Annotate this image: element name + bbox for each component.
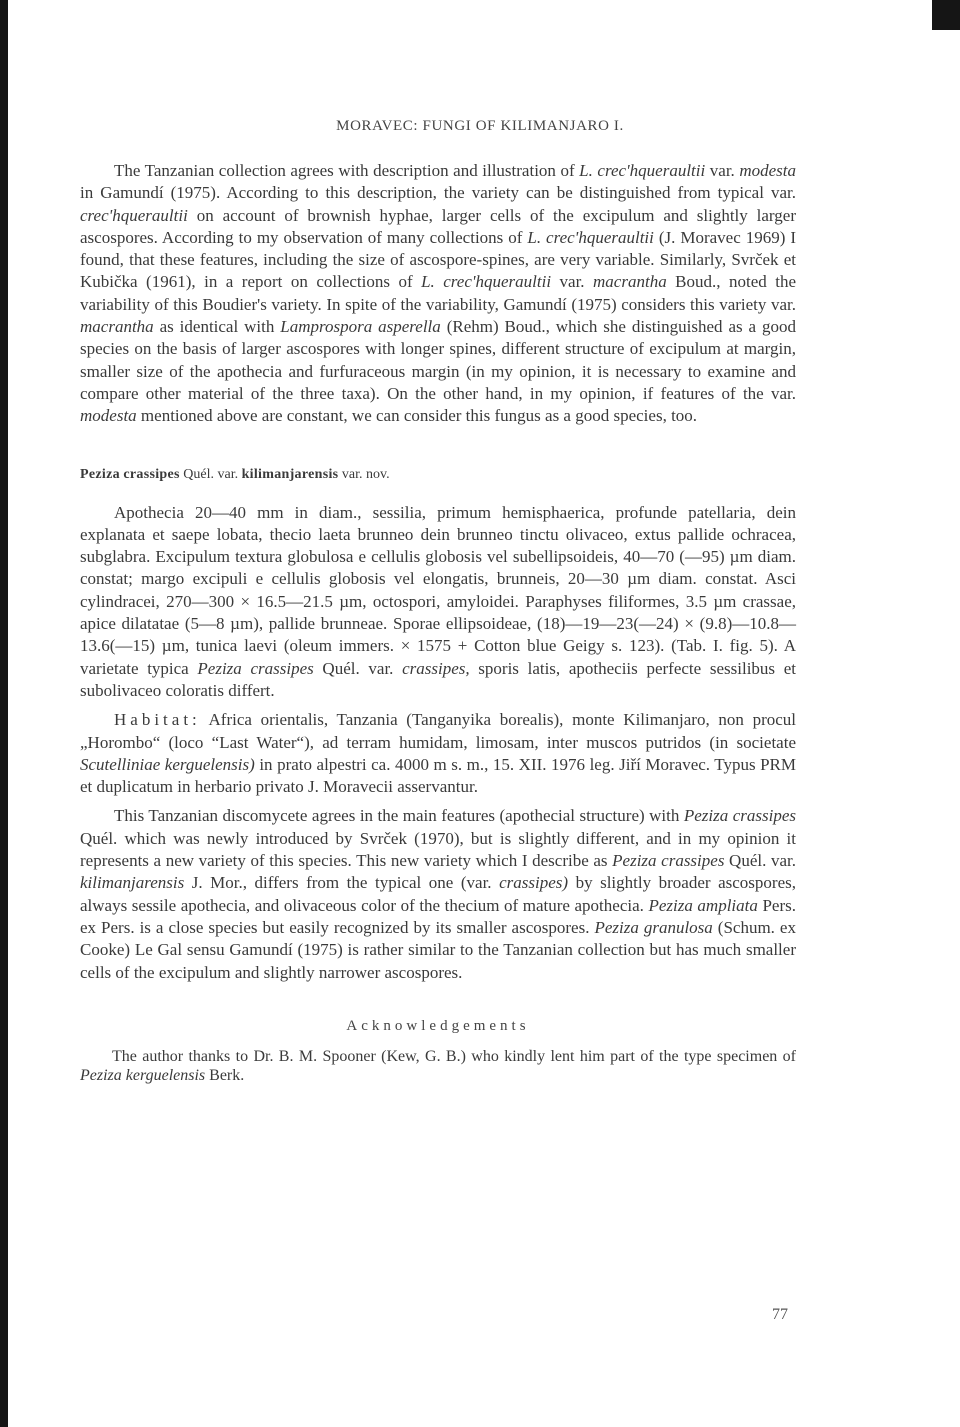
latin-diagnosis: Apothecia 20—40 mm in diam., sessilia, primum hemisphaerica, profunde patellaria, dein explanata et saepe lobata, thecio laeta brunneo dein brunneo tinctu olivaceo, extus pallide ochracea, subglabra. Excipulum textura globulosa e cellulis globosis vel subellipsoideis, 40—70 (—95) µm diam. constat; margo excipuli e cellulis globosis vel elongatis, brunneis, 20—30 µm diam. constat. Asci cylindracei, 270—300 × 16.5—21.5 µm, octospori, amyloidei. Paraphyses filiformes, 3.5 µm crassae, apice dilatatae (5—8 µm), pallide brunneae. Sporae ellipsoideae, (18)—19—23(—24) × (9.8)—10.8—13.6(—15) µm, tunica laevi (oleum immers. × 1575 + Cotton blue Geigy s. 123). (Tab. I. fig. 5). A varietate typica Peziza crassipes Quél. var. crassipes, sporis latis, apotheciis perfecte sessilibus et subolivaceo coloratis differt.: [80, 502, 796, 700]
habitat-paragraph: Habitat: Africa orientalis, Tanzania (Tanganyika borealis), monte Kilimanjaro, non procul „Horombo“ (loco “Last Water“), ad terram humidam, limosam, inter muscos putridos (in societate Scutelliniae kerguelensis) in prato alpestri ca. 4000 m s. m., 15. XII. 1976 leg. Jiří Moravec. Typus PRM et duplicatum in herbario privato J. Moravecii asservantur.: [80, 710, 796, 797]
running-head: MORAVEC: FUNGI OF KILIMANJARO I.: [336, 118, 624, 134]
acknowledgements-text: The author thanks to Dr. B. M. Spooner (Kew, G. B.) who kindly lent him part of the type specimen of Peziza kerguelensis Berk.: [80, 1047, 796, 1084]
scan-border-corner: [932, 0, 960, 30]
species-heading: Peziza crassipes Quél. var. kilimanjarensis var. nov.: [80, 466, 390, 482]
page-number: 77: [772, 1306, 788, 1323]
habitat-label: Habitat:: [114, 710, 201, 730]
acknowledgements-heading: Acknowledgements: [346, 1017, 530, 1034]
scan-border-left: [0, 0, 8, 1427]
paragraph-comparison: This Tanzanian discomycete agrees in the main features (apothecial structure) with Peziza crassipes Quél. which was newly introduced by Svrček (1970), but is slightly different, and in my opinion it represents a new variety of this species. This new variety which I describe as Peziza crassipes Quél. var. kilimanjarensis J. Mor., differs from the typical one (var. crassipes) by slightly broader ascospores, always sessile apothecia, and olivaceous color of the thecium of mature apothecia. Peziza ampliata Pers. ex Pers. is a close species but easily recognized by its smaller ascospores. Peziza granulosa (Schum. ex Cooke) Le Gal sensu Gamundí (1975) is rather similar to the Tanzanian collection but has much smaller cells of the excipulum and slightly narrower ascospores.: [80, 806, 796, 982]
page-body: [80, 160, 796, 1085]
paragraph-variety-discussion: The Tanzanian collection agrees with description and illustration of L. crec'hqueraultii var. modesta in Gamundí (1975). According to this description, the variety can be distinguished from typical var. crec'hqueraultii on account of brownish hyphae, larger cells of the excipulum and slightly larger ascospores. According to my observation of many collections of L. crec'hqueraultii (J. Moravec 1969) I found, that these features, including the size of ascospore-spines, are very variable. Similarly, Svrček et Kubička (1961), in a report on collections of L. crec'hqueraultii var. macrantha Boud., noted the variability of this Boudier's variety. In spite of the variability, Gamundí (1975) considers this variety var. macrantha as identical with Lamprospora asperella (Rehm) Boud., which she distinguished as a good species on the basis of larger ascospores with longer spines, different structure of excipulum at margin, smaller size of the apothecia and furfuraceous margin (in my opinion, it is necessary to examine and compare other material of the three taxa). On the other hand, in my opinion, if features of the var. modesta mentioned above are constant, we can consider this fungus as a good species, too.: [80, 161, 797, 426]
